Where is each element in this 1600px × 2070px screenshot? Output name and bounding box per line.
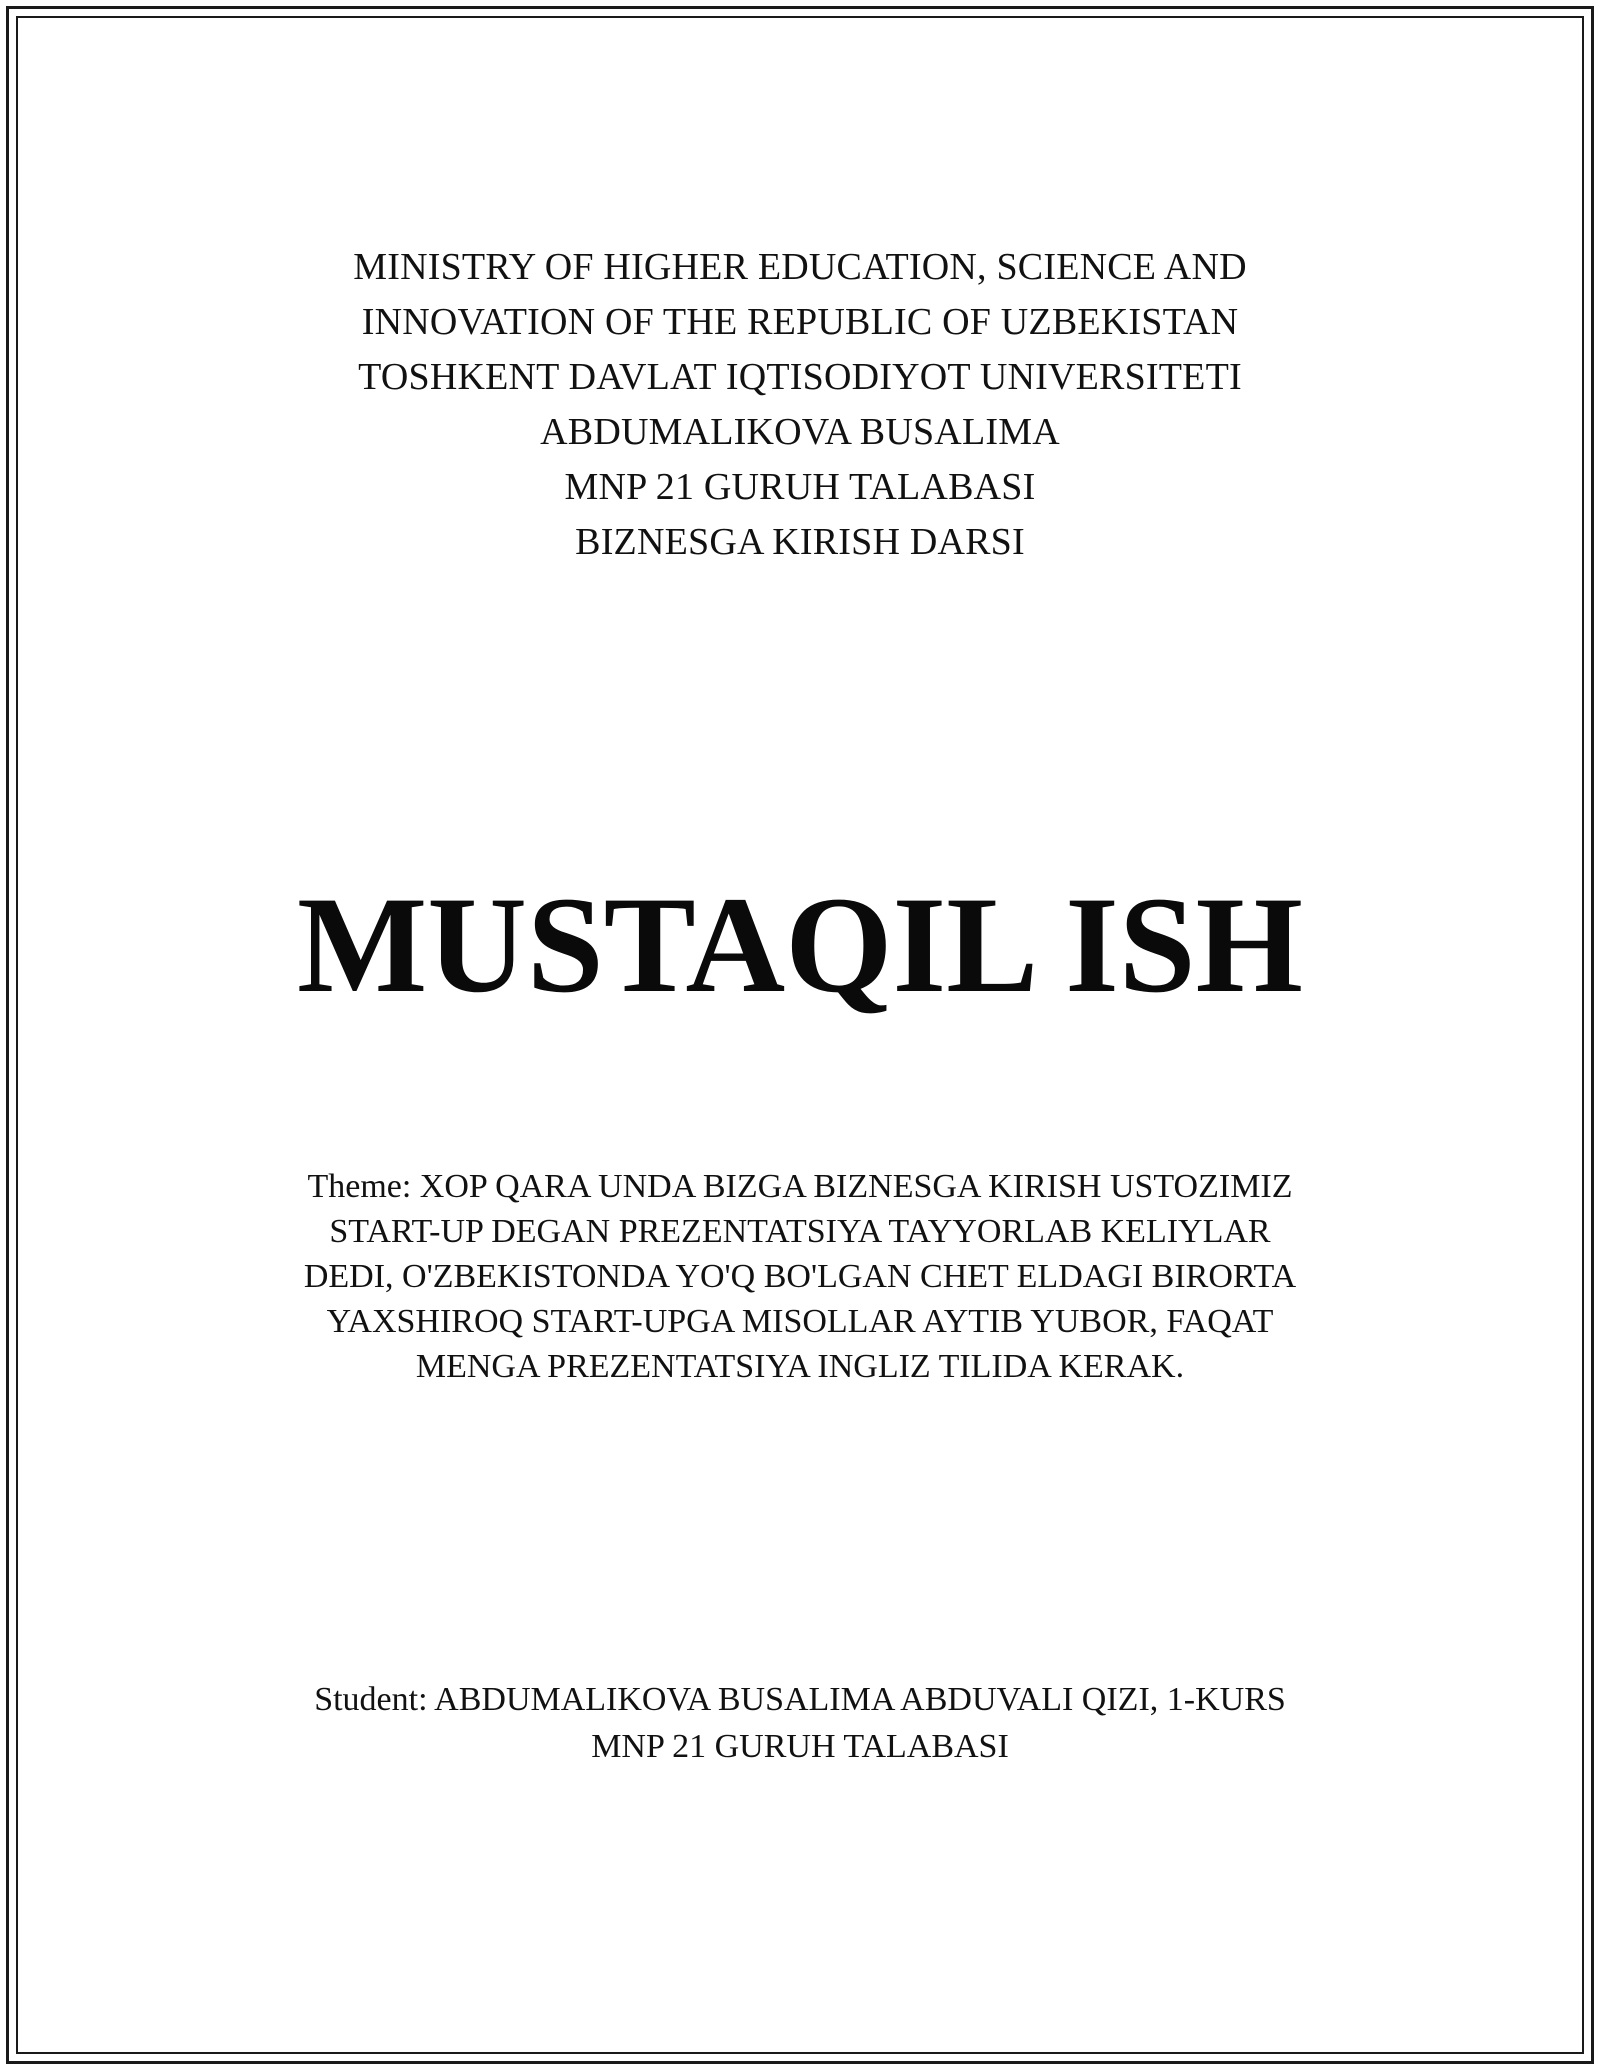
header-line-ministry-2: INNOVATION OF THE REPUBLIC OF UZBEKISTAN — [361, 301, 1239, 343]
theme-line: YAXSHIROQ START-UPGA MISOLLAR AYTIB YUBOR, FAQAT — [326, 1303, 1274, 1340]
institution-header — [0, 240, 1600, 570]
theme-line: MENGA PREZENTATSIYA INGLIZ TILIDA KERAK. — [415, 1348, 1185, 1385]
theme-line: DEDI, O'ZBEKISTONDA YO'Q BO'LGAN CHET ELDAGI BIRORTA — [303, 1258, 1297, 1295]
header-line-author: ABDUMALIKOVA BUSALIMA — [540, 411, 1060, 453]
theme-line: START-UP DEGAN PREZENTATSIYA TAYYORLAB KELIYLAR — [329, 1213, 1271, 1250]
student-group-line: MNP 21 GURUH TALABASI — [591, 1728, 1009, 1765]
header-line-university: TOSHKENT DAVLAT IQTISODIYOT UNIVERSITETI — [358, 356, 1242, 398]
document-title: MUSTAQIL ISH — [297, 868, 1303, 1021]
header-line-course: BIZNESGA KIRISH DARSI — [575, 521, 1025, 563]
theme-paragraph — [0, 1164, 1600, 1389]
header-line-ministry-1: MINISTRY OF HIGHER EDUCATION, SCIENCE AND — [353, 246, 1247, 288]
student-name-line: Student: ABDUMALIKOVA BUSALIMA ABDUVALI QIZI, 1-KURS — [314, 1681, 1286, 1718]
header-line-group: MNP 21 GURUH TALABASI — [564, 466, 1036, 508]
theme-line: Theme: XOP QARA UNDA BIZGA BIZNESGA KIRISH USTOZIMIZ — [307, 1168, 1293, 1205]
student-info — [0, 1676, 1600, 1770]
